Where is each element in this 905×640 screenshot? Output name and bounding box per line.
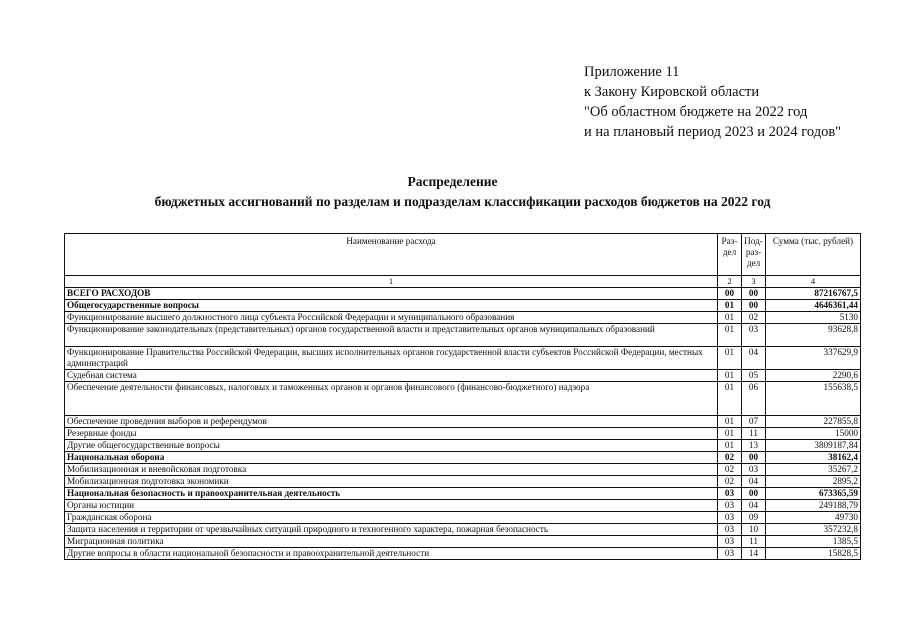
row-name: Общегосударственные вопросы: [65, 300, 718, 312]
appendix-line-4: и на плановый период 2023 и 2024 годов": [584, 124, 842, 140]
row-name: Другие вопросы в области национальной безопасности и правоохранительной деятельности: [65, 548, 718, 560]
budget-table: [64, 233, 861, 560]
table-row: [65, 370, 861, 382]
row-podrazdel: 04: [742, 476, 766, 488]
header-razdel: Раз-дел: [718, 234, 742, 276]
row-razdel: 03: [718, 548, 742, 560]
row-razdel: 01: [718, 416, 742, 428]
appendix-line-3: "Об областном бюджете на 2022 год: [584, 104, 808, 120]
row-podrazdel: 11: [742, 428, 766, 440]
row-summa: 673365,59: [766, 488, 861, 500]
row-name: Обеспечение проведения выборов и референдумов: [65, 416, 718, 428]
row-name: ВСЕГО РАСХОДОВ: [65, 288, 718, 300]
table-row: [65, 347, 861, 370]
row-summa: 38162,4: [766, 452, 861, 464]
row-summa: 227855,8: [766, 416, 861, 428]
document-title: Распределение: [407, 174, 498, 189]
table-row: [65, 452, 861, 464]
row-podrazdel: 06: [742, 382, 766, 416]
row-name: Миграционная политика: [65, 536, 718, 548]
row-podrazdel: 09: [742, 512, 766, 524]
row-podrazdel: 00: [742, 488, 766, 500]
row-summa: 15000: [766, 428, 861, 440]
row-razdel: 02: [718, 464, 742, 476]
row-razdel: 03: [718, 512, 742, 524]
row-name: Органы юстиции: [65, 500, 718, 512]
row-razdel: 03: [718, 500, 742, 512]
row-name: Национальная безопасность и правоохранительная деятельность: [65, 488, 718, 500]
row-podrazdel: 00: [742, 452, 766, 464]
row-name: Национальная оборона: [65, 452, 718, 464]
row-podrazdel: 07: [742, 416, 766, 428]
header-summa: Сумма (тыс. рублей): [766, 234, 861, 276]
table-row: [65, 536, 861, 548]
row-razdel: 01: [718, 312, 742, 324]
table-body: [65, 288, 861, 560]
row-razdel: 01: [718, 428, 742, 440]
table-row: [65, 428, 861, 440]
row-name: Резервные фонды: [65, 428, 718, 440]
table-row: [65, 464, 861, 476]
table-row: [65, 440, 861, 452]
table-row: [65, 548, 861, 560]
table-row: [65, 512, 861, 524]
row-name: Функционирование законодательных (представительных) органов государственной власти и представительных органов муниципальных образований: [65, 324, 718, 347]
row-summa: 2895,2: [766, 476, 861, 488]
row-summa: 15828,5: [766, 548, 861, 560]
table-row: [65, 488, 861, 500]
appendix-line-2: к Закону Кировской области: [584, 84, 760, 100]
row-podrazdel: 14: [742, 548, 766, 560]
row-podrazdel: 10: [742, 524, 766, 536]
row-razdel: 01: [718, 347, 742, 370]
document-subtitle: бюджетных ассигнований по разделам и подразделам классификации расходов бюджетов на 2022 год: [154, 194, 771, 209]
row-name: Судебная система: [65, 370, 718, 382]
table-row: [65, 524, 861, 536]
table-row: [65, 324, 861, 347]
row-summa: 2290,6: [766, 370, 861, 382]
col-number: 4: [766, 276, 861, 288]
col-number: 1: [65, 276, 718, 288]
table-row: [65, 416, 861, 428]
row-razdel: 01: [718, 370, 742, 382]
row-name: Мобилизационная и вневойсковая подготовка: [65, 464, 718, 476]
row-summa: 49730: [766, 512, 861, 524]
row-summa: 357232,8: [766, 524, 861, 536]
table-row: [65, 300, 861, 312]
row-razdel: 03: [718, 524, 742, 536]
row-name: Защита населения и территории от чрезвычайных ситуаций природного и техногенного характера, пожарная безопасность: [65, 524, 718, 536]
table-row: [65, 288, 861, 300]
row-podrazdel: 04: [742, 347, 766, 370]
table-header-row: [65, 234, 861, 276]
row-podrazdel: 00: [742, 300, 766, 312]
row-podrazdel: 05: [742, 370, 766, 382]
header-podrazdel: Под-раз-дел: [742, 234, 766, 276]
header-name: Наименование расхода: [65, 234, 718, 276]
row-podrazdel: 04: [742, 500, 766, 512]
row-name: Другие общегосударственные вопросы: [65, 440, 718, 452]
table-row: [65, 312, 861, 324]
row-summa: 249188,79: [766, 500, 861, 512]
row-razdel: 01: [718, 440, 742, 452]
row-summa: 35267,2: [766, 464, 861, 476]
row-summa: 4646361,44: [766, 300, 861, 312]
row-name: Обеспечение деятельности финансовых, налоговых и таможенных органов и органов финансового (финансово-бюджетного) надзора: [65, 382, 718, 416]
appendix-line-1: Приложение 11: [584, 64, 680, 80]
row-summa: 337629,9: [766, 347, 861, 370]
row-summa: 1385,5: [766, 536, 861, 548]
table-row: [65, 382, 861, 416]
col-number: 3: [742, 276, 766, 288]
column-number-row: [65, 276, 861, 288]
row-podrazdel: 00: [742, 288, 766, 300]
table-row: [65, 476, 861, 488]
row-name: Мобилизационная подготовка экономики: [65, 476, 718, 488]
col-number: 2: [718, 276, 742, 288]
row-summa: 87216767,5: [766, 288, 861, 300]
row-podrazdel: 03: [742, 324, 766, 347]
row-podrazdel: 03: [742, 464, 766, 476]
row-razdel: 01: [718, 300, 742, 312]
row-razdel: 03: [718, 536, 742, 548]
row-razdel: 03: [718, 488, 742, 500]
row-summa: 3809187,84: [766, 440, 861, 452]
row-summa: 5130: [766, 312, 861, 324]
table-row: [65, 500, 861, 512]
row-name: Гражданская оборона: [65, 512, 718, 524]
row-razdel: 02: [718, 476, 742, 488]
row-razdel: 01: [718, 324, 742, 347]
row-summa: 155638,5: [766, 382, 861, 416]
row-podrazdel: 02: [742, 312, 766, 324]
row-name: Функционирование Правительства Российской Федерации, высших исполнительных органов государственной власти субъектов Российской Федерации, местных администраций: [65, 347, 718, 370]
row-name: Функционирование высшего должностного лица субъекта Российской Федерации и муниципального образования: [65, 312, 718, 324]
row-razdel: 02: [718, 452, 742, 464]
appendix-note: [584, 62, 841, 142]
row-summa: 93628,8: [766, 324, 861, 347]
row-razdel: 01: [718, 382, 742, 416]
row-podrazdel: 13: [742, 440, 766, 452]
row-podrazdel: 11: [742, 536, 766, 548]
row-razdel: 00: [718, 288, 742, 300]
